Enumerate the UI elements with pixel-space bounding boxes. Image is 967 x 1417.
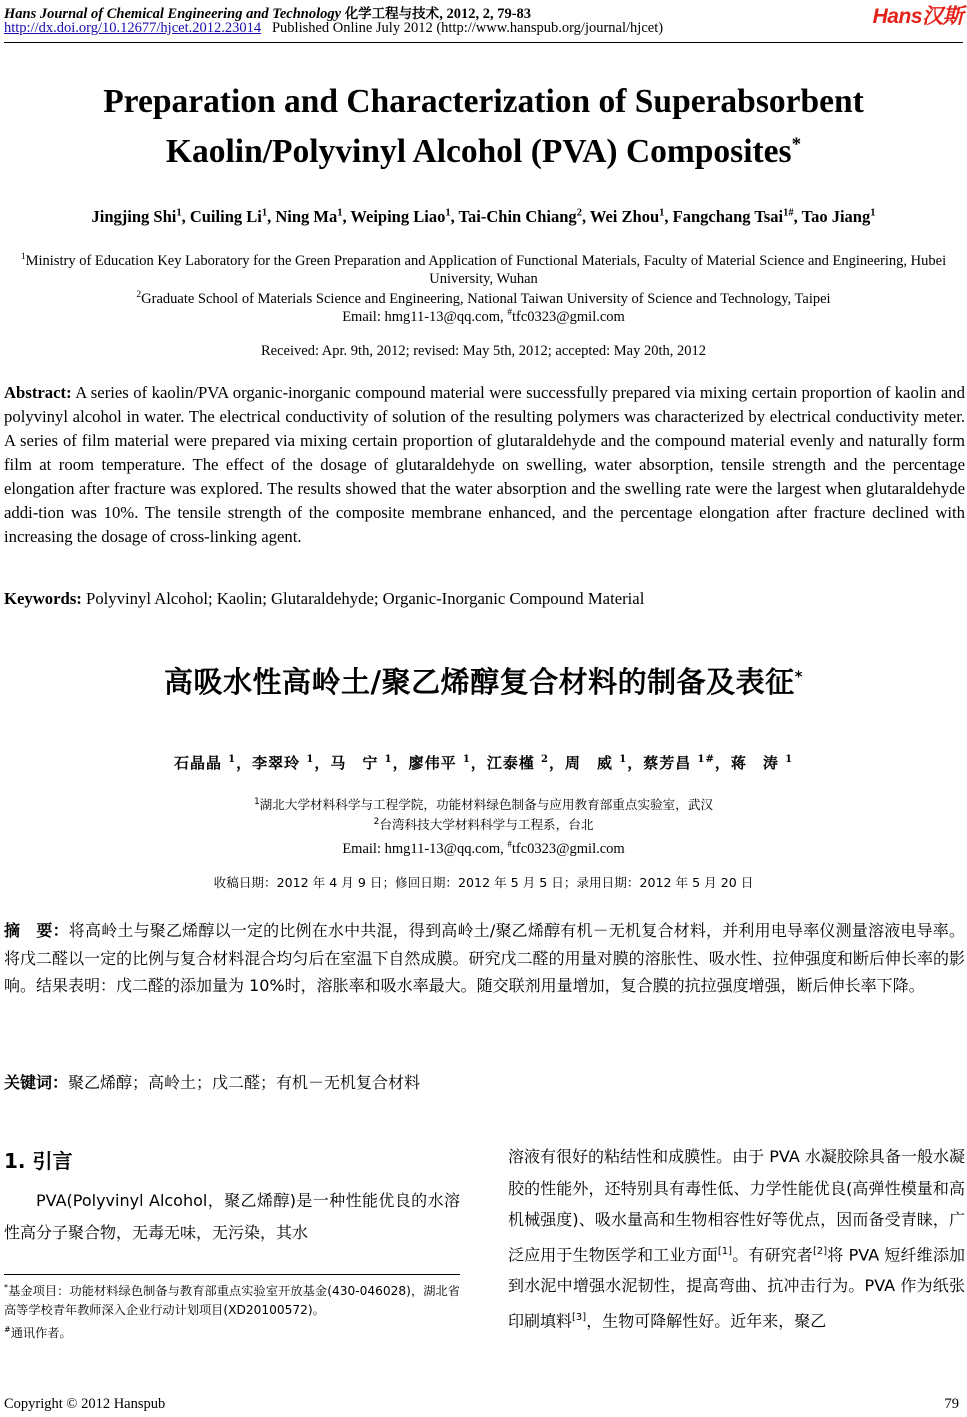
- author-affil: 1: [337, 207, 343, 219]
- keywords-text: Polyvinyl Alcohol; Kaolin; Glutaraldehyde; Organic-Inorganic Compound Material: [81, 589, 645, 608]
- author-sep: ,: [450, 207, 459, 226]
- author-name: Jingjing Shi: [91, 207, 177, 226]
- affil-sup: 1: [20, 252, 26, 262]
- author-affil: 1: [659, 207, 665, 219]
- published-online: Published Online July 2012 (http://www.hanspub.org/journal/hjcet): [271, 20, 664, 36]
- author-sep: ,: [267, 207, 276, 226]
- intro-paragraph: PVA(Polyvinyl Alcohol，聚乙烯醇)是一种性能优良的水溶性高分子聚合物，无毒无味，无污染，其水: [4, 1191, 460, 1242]
- author-affil: 2: [576, 207, 582, 219]
- footnote-funding: [4, 1278, 460, 1320]
- affiliation-1: [20, 248, 947, 288]
- cn-email-1: Email: hmg11-13@qq.com,: [342, 840, 508, 857]
- cn-author-name: 江泰槿: [486, 754, 542, 772]
- cn-author-affil: 1#: [697, 754, 715, 765]
- cn-abstract-label: 摘 要：: [4, 921, 69, 940]
- copyright: Copyright © 2012 Hanspub: [4, 1396, 166, 1412]
- intro-continued: 。有研究者: [732, 1244, 813, 1264]
- cn-author-sep: ，: [314, 754, 331, 772]
- author-sep: ,: [581, 207, 590, 226]
- author-affil: 1: [870, 207, 876, 219]
- author-sep: ,: [793, 207, 802, 226]
- doi-link[interactable]: http://dx.doi.org/10.12677/hjcet.2012.23014: [4, 20, 262, 36]
- author-name: Tai-Chin Chiang: [458, 207, 577, 226]
- cn-author-name: 蒋 涛: [730, 754, 786, 772]
- title-line-1: Preparation and Characterization of Superabsorbent: [103, 83, 864, 120]
- affil-text: Graduate School of Materials Science and Engineering, National Taiwan University of Science and Technology, Taipei: [141, 290, 831, 307]
- page-number: 79: [944, 1396, 959, 1412]
- received-dates: Received: Apr. 9th, 2012; revised: May 5th, 2012; accepted: May 20th, 2012: [261, 343, 706, 359]
- cn-affil-text: 台湾科技大学材料科学与工程系，台北: [379, 817, 594, 833]
- keywords: [4, 589, 644, 609]
- cn-author-name: 蔡芳昌: [643, 754, 698, 772]
- title-line-2: Kaolin/Polyvinyl Alcohol (PVA) Composites: [165, 133, 792, 171]
- email-2: tfc0323@gmil.com: [511, 308, 625, 325]
- author-affil: 1: [176, 207, 182, 219]
- affil-text: Ministry of Education Key Laboratory for the Green Preparation and Application of Functional Materials, Faculty of Material Science and Engineering, Hubei University, Wuhan: [25, 252, 947, 287]
- title-mark: *: [791, 134, 802, 155]
- right-column-text: [508, 1141, 965, 1337]
- cn-author-sep: ，: [470, 754, 487, 772]
- author-affil: 1: [261, 207, 268, 219]
- author-sep: ,: [181, 207, 190, 226]
- cn-author-name: 廖伟平: [408, 754, 463, 772]
- cn-author-affil: 1: [785, 754, 794, 765]
- footnote-text: 基金项目：功能材料绿色制备与教育部重点实验室开放基金(430-046028)，湖北省高等学校青年教师深入企业行动计划项目(XD20100572)。: [4, 1284, 460, 1318]
- abstract-label: Abstract:: [4, 383, 72, 402]
- journal-volume: , 2012, 2, 79-83: [439, 6, 532, 22]
- journal-name-cn: 化学工程与技术: [344, 6, 440, 22]
- footnotes: [4, 1278, 460, 1343]
- author-name: Cuiling Li: [189, 207, 262, 226]
- cn-author-sep: ，: [627, 754, 644, 772]
- author-sep: ,: [664, 207, 673, 226]
- affil-sup: 2: [136, 290, 142, 300]
- cn-author-sep: ，: [549, 754, 566, 772]
- cn-author-sep: ，: [392, 754, 409, 772]
- cn-author-name: 李翠玲: [252, 754, 307, 772]
- cn-author-affil: 1: [384, 754, 393, 765]
- citation-ref: [1]: [717, 1245, 733, 1257]
- footnote-divider: [4, 1274, 460, 1275]
- cn-author-sep: ，: [714, 754, 731, 772]
- left-column-text: [4, 1185, 460, 1248]
- cn-title-text: 高吸水性高岭土/聚乙烯醇复合材料的制备及表征: [164, 665, 795, 699]
- cn-title: [0, 660, 967, 701]
- author-name: Weiping Liao: [350, 207, 446, 226]
- cn-author-affil: 2: [541, 754, 550, 765]
- email-line: [20, 304, 947, 326]
- cn-author-name: 周 威: [565, 754, 620, 772]
- author-name: Tao Jiang: [801, 207, 871, 226]
- hans-logo: Hans汉斯: [872, 5, 963, 28]
- author-affil: 1#: [783, 207, 794, 219]
- author-name: Fangchang Tsai: [672, 207, 784, 226]
- author-list: [0, 207, 967, 227]
- cn-affil-sup: 2: [373, 817, 380, 827]
- keywords-label: Keywords:: [4, 589, 82, 608]
- abstract-text: A series of kaolin/PVA organic-inorganic compound material were successfully prepared via mixing certain proportion of kaolin and polyvinyl alcohol in water. The electrical conductivity of solution of the resulting polymers was characterized by electrical conductivity meter. A series of film material were prepared via mixing certain proportion of glutaraldehyde and the compound material evenly and naturally form film at room temperature. The effect of the dosage of glutaraldehyde on swelling, water absorption, tensile strength and the percentage elongation after fracture was explored. The results showed that the water absorption and the swelling rate were the largest when glutaraldehyde addi-tion was 10%. The tensile strength of the composite membrane enhanced, and the percentage elongation after fracture declined with increasing the dosage of cross-linking agent.: [4, 383, 965, 546]
- cn-email-2: tfc0323@gmil.com: [511, 840, 625, 857]
- cn-keywords-label: 关键词：: [4, 1073, 69, 1092]
- cn-author-list: [0, 752, 967, 773]
- cn-dates: 收稿日期：2012 年 4 月 9 日；修回日期：2012 年 5 月 5 日；录用日期：2012 年 5 月 20 日: [213, 875, 754, 890]
- author-sep: ,: [342, 207, 351, 226]
- author-name: Ning Ma: [275, 207, 338, 226]
- cn-affil-sup: 1: [253, 797, 260, 807]
- email-sup: #: [507, 308, 512, 318]
- citation-ref: [3]: [572, 1311, 587, 1323]
- cn-author-affil: 1: [228, 754, 237, 765]
- cn-author-affil: 1: [306, 754, 315, 765]
- journal-name: Hans Journal of Chemical Engineering and Technology: [4, 6, 342, 22]
- abstract: [4, 381, 965, 549]
- cn-author-name: 石晶晶: [173, 754, 229, 772]
- intro-continued: ，生物可降解性好。近年来，聚乙: [586, 1311, 827, 1331]
- footnote-mark: *: [4, 1283, 8, 1292]
- footnote-corresponding: [4, 1320, 460, 1343]
- intro-continued: 溶液有很好的粘结性和成膜性。由于 PVA 水凝胶除具备一般水凝胶的性能外，还特别具有毒性低、力学性能优良(高弹性模量和高机械强度)、吸水量高和生物相容性好等优点，因而备受青睐，广泛应用于生物医学和工业方面: [508, 1147, 965, 1264]
- cn-author-affil: 1: [619, 754, 628, 765]
- footnote-mark: #: [4, 1325, 11, 1335]
- cn-author-sep: ，: [236, 754, 253, 772]
- intro-continued: 将 PVA 短纤维添加到水泥中增强水泥韧性，提高弯曲、抗冲击行为。PVA 作为纸张印刷填料: [508, 1244, 965, 1331]
- author-affil: 1: [445, 207, 451, 219]
- cn-title-mark: *: [794, 667, 803, 686]
- cn-keywords-text: 聚乙烯醇；高岭土；戊二醛；有机－无机复合材料: [68, 1073, 421, 1092]
- cn-keywords: [4, 1070, 420, 1093]
- cn-author-name: 马 宁: [330, 754, 385, 772]
- cn-abstract-text: 将高岭土与聚乙烯醇以一定的比例在水中共混，得到高岭土/聚乙烯醇有机－无机复合材料，并利用电导率仪测量溶液电导率。将戊二醛以一定的比例与复合材料混合均匀后在室温下自然成膜。研究戊二醛的用量对膜的溶胀性、吸水性、拉伸强度和断后伸长率的影响。结果表明：戊二醛的添加量为 10%时，溶胀率和吸水率最大。随交联剂用量增加，复合膜的抗拉强度增强，断后伸长率下降。: [4, 921, 965, 995]
- paper-title: [0, 80, 967, 173]
- citation-ref: [2]: [812, 1245, 828, 1257]
- footnote-text: 通讯作者。: [10, 1326, 72, 1341]
- header-divider: [4, 42, 963, 43]
- author-name: Wei Zhou: [589, 207, 660, 226]
- email-1: Email: hmg11-13@qq.com,: [342, 308, 508, 325]
- cn-affil-text: 湖北大学材料科学与工程学院，功能材料绿色制备与应用教育部重点实验室，武汉: [259, 797, 714, 813]
- cn-email-sup: #: [507, 839, 512, 849]
- cn-email-line: [0, 834, 967, 859]
- cn-author-affil: 1: [462, 754, 471, 765]
- section-heading: 1. 引言: [4, 1149, 73, 1173]
- cn-abstract: [4, 917, 965, 1000]
- doi-line: [4, 20, 663, 37]
- cn-affiliation-2: [0, 812, 967, 835]
